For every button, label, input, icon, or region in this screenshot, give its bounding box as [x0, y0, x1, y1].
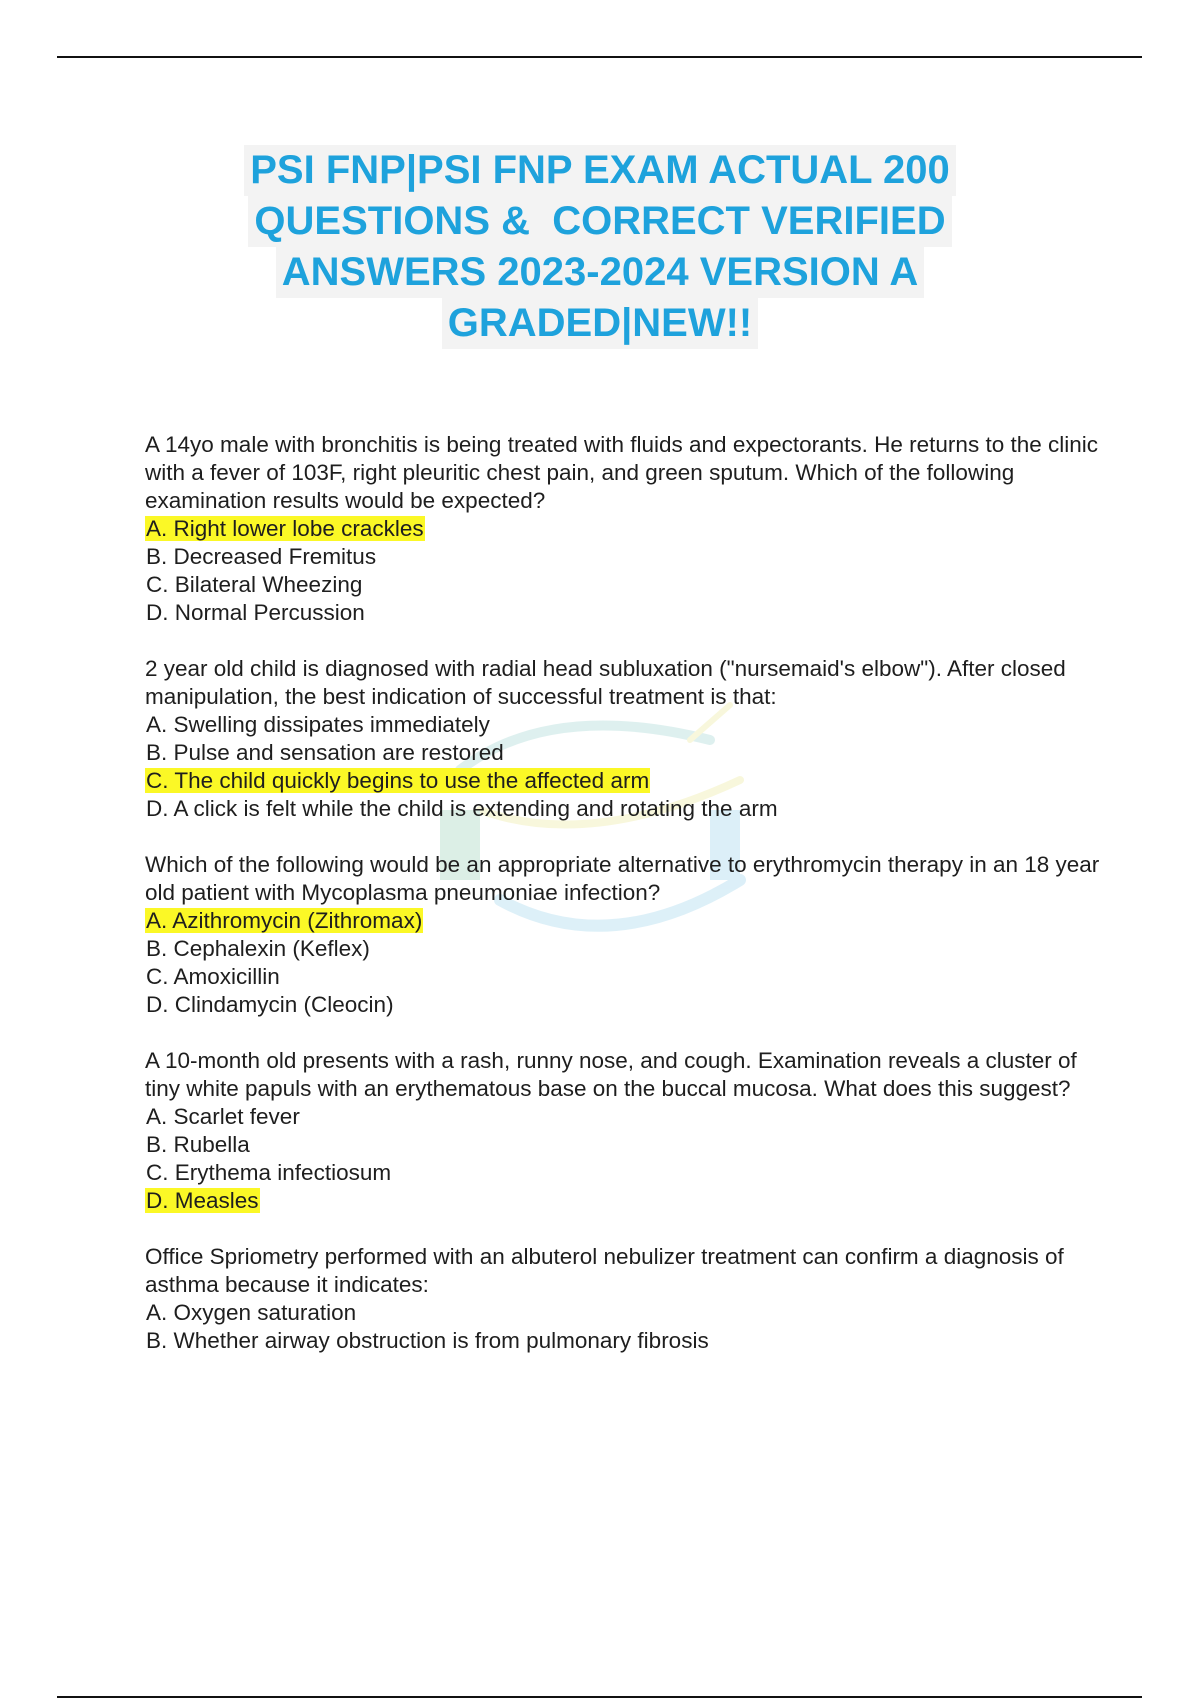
answer-option [145, 1159, 1105, 1187]
answer-option [145, 711, 1105, 739]
answer-option [145, 1131, 1105, 1159]
document-title [150, 145, 1050, 349]
answer-option [145, 795, 1105, 823]
answer-option-correct [145, 907, 1105, 935]
option-text: C. Bilateral Wheezing [146, 572, 363, 597]
answer-option [145, 543, 1105, 571]
answer-option-correct [145, 515, 1105, 543]
question-item [145, 1243, 1105, 1355]
option-text: B. Decreased Fremitus [146, 544, 377, 569]
answer-option [145, 1299, 1105, 1327]
option-text: C. Amoxicillin [146, 964, 280, 989]
option-text: D. Clindamycin (Cleocin) [146, 992, 394, 1017]
bottom-rule [57, 1696, 1142, 1698]
question-text: A 10-month old presents with a rash, runny nose, and cough. Examination reveals a cluster of tiny white papuls with an erythematous base on the buccal mucosa. What does this suggest? [145, 1048, 1077, 1101]
question-item [145, 431, 1105, 627]
option-text: D. Measles [146, 1188, 259, 1213]
option-text: C. Erythema infectiosum [146, 1160, 392, 1185]
answer-option [145, 599, 1105, 627]
top-rule [57, 56, 1142, 58]
option-text: B. Pulse and sensation are restored [146, 740, 504, 765]
title-line: PSI FNP|PSI FNP EXAM ACTUAL 200 [244, 145, 956, 196]
question-text: 2 year old child is diagnosed with radial head subluxation ("nursemaid's elbow"). After closed manipulation, the best indication of successful treatment is that: [145, 656, 1066, 709]
title-line: GRADED|NEW!! [442, 298, 759, 349]
answer-option [145, 935, 1105, 963]
question-text: A 14yo male with bronchitis is being treated with fluids and expectorants. He returns to the clinic with a fever of 103F, right pleuritic chest pain, and green sputum. Which of the following examination results would be expected? [145, 432, 1098, 513]
option-text: C. The child quickly begins to use the affected arm [146, 768, 650, 793]
answer-option [145, 963, 1105, 991]
option-text: D. A click is felt while the child is extending and rotating the arm [146, 796, 778, 821]
option-text: A. Azithromycin (Zithromax) [146, 908, 423, 933]
option-text: B. Whether airway obstruction is from pulmonary fibrosis [146, 1328, 709, 1353]
question-item [145, 655, 1105, 823]
answer-option [145, 1103, 1105, 1131]
answer-option [145, 991, 1105, 1019]
option-text: B. Rubella [146, 1132, 250, 1157]
question-text: Office Spriometry performed with an albuterol nebulizer treatment can confirm a diagnosis of asthma because it indicates: [145, 1244, 1064, 1297]
answer-option [145, 571, 1105, 599]
title-line: ANSWERS 2023-2024 VERSION A [276, 247, 925, 298]
title-line: QUESTIONS & CORRECT VERIFIED [248, 196, 951, 247]
option-text: B. Cephalexin (Keflex) [146, 936, 370, 961]
option-text: D. Normal Percussion [146, 600, 365, 625]
answer-option [145, 1327, 1105, 1355]
answer-option [145, 739, 1105, 767]
question-list [145, 431, 1105, 1383]
option-text: A. Oxygen saturation [146, 1300, 357, 1325]
answer-option-correct [145, 767, 1105, 795]
question-text: Which of the following would be an appropriate alternative to erythromycin therapy in an 18 year old patient with Mycoplasma pneumoniae infection? [145, 852, 1100, 905]
question-item [145, 1047, 1105, 1215]
option-text: A. Right lower lobe crackles [146, 516, 424, 541]
answer-option-correct [145, 1187, 1105, 1215]
option-text: A. Scarlet fever [146, 1104, 300, 1129]
question-item [145, 851, 1105, 1019]
option-text: A. Swelling dissipates immediately [146, 712, 490, 737]
